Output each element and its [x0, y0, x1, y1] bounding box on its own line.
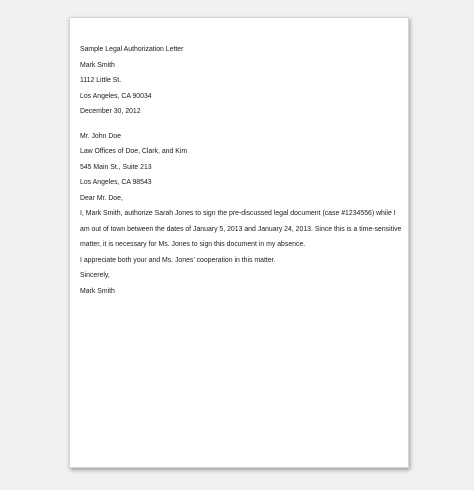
body-line: matter, it is necessary for Ms. Jones to sign this document in my absence.	[80, 241, 306, 248]
letter-body	[80, 45, 402, 302]
document-page	[69, 17, 409, 468]
spacer	[80, 123, 398, 132]
letter-title: Sample Legal Authorization Letter	[80, 46, 184, 53]
letter-date: December 30, 2012	[80, 108, 141, 115]
recipient-name: Mr. John Doe	[80, 132, 121, 140]
sender-street: 1112 Little St.	[80, 77, 122, 84]
body-paragraph	[80, 209, 402, 249]
body-line: I, Mark Smith, authorize Sarah Jones to sign the pre-discussed legal document (case #1234556) while I	[80, 210, 396, 217]
salutation: Dear Mr. Doe,	[80, 194, 123, 202]
signature-name: Mark Smith	[80, 287, 115, 295]
closing-paragraph: I appreciate both your and Ms. Jones’ cooperation in this matter.	[80, 256, 276, 264]
body-line: am out of town between the dates of January 5, 2013 and January 24, 2013. Since this is a time-sensitive	[80, 225, 402, 233]
sender-name: Mark Smith	[80, 61, 115, 69]
closing: Sincerely,	[80, 272, 110, 279]
sender-city: Los Angeles, CA 90034	[80, 92, 152, 100]
recipient-city: Los Angeles, CA 98543	[80, 179, 152, 186]
recipient-street: 545 Main St., Suite 213	[80, 163, 152, 171]
recipient-company: Law Offices of Doe, Clark, and Kim	[80, 148, 188, 155]
